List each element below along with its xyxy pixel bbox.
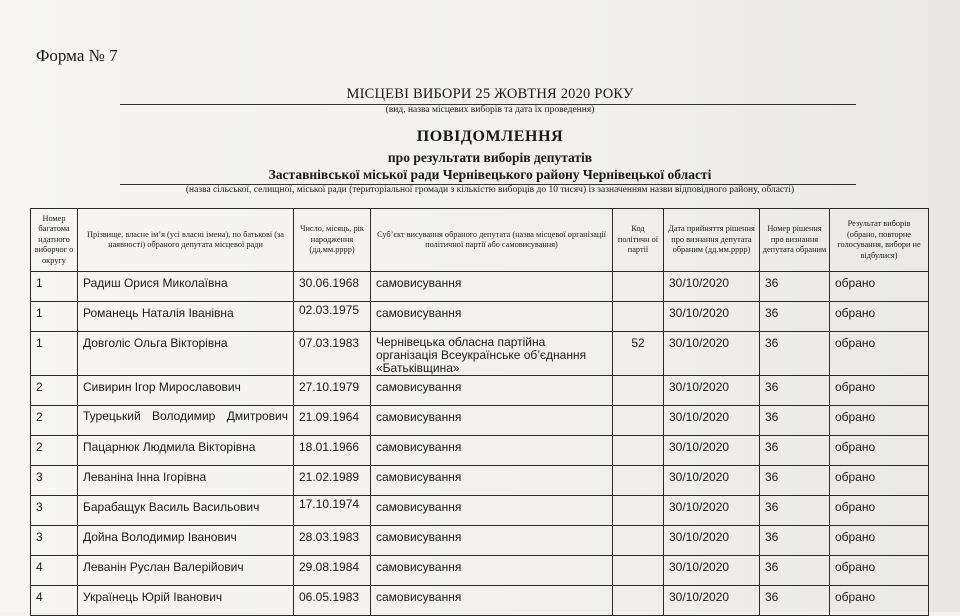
cell-decision-no: 36: [760, 332, 830, 376]
cell-subject: самовисування: [371, 496, 613, 526]
table-row: [31, 496, 929, 526]
cell-decision-date: 30/10/2020: [664, 376, 760, 406]
cell-code: [613, 556, 664, 586]
cell-district: 1: [31, 332, 78, 376]
cell-birth: 27.10.1979: [294, 376, 371, 406]
cell-birth: 17.10.1974: [294, 496, 371, 526]
cell-subject: самовисування: [371, 526, 613, 556]
header-birth: Число, місяць, рік народження (дд.мм.рррр): [294, 209, 371, 272]
cell-code: [613, 586, 664, 616]
cell-code: [613, 376, 664, 406]
cell-district: 3: [31, 496, 78, 526]
cell-decision-no: 36: [760, 302, 830, 332]
cell-result: обрано: [830, 556, 929, 586]
form-number: Форма № 7: [36, 46, 118, 65]
header-subject: Суб’єкт висування обраного депутата (назва місцевої організації політичної партії або самовисування): [371, 209, 613, 272]
cell-decision-no: 36: [760, 406, 830, 436]
cell-decision-date: 30/10/2020: [664, 272, 760, 302]
cell-name: Радиш Орися Миколаївна: [78, 272, 294, 302]
header-district: Номер багатома ндатного виборчог о округу: [31, 209, 78, 272]
cell-birth: 21.02.1989: [294, 466, 371, 496]
cell-name: Леванін Руслан Валерійович: [78, 556, 294, 586]
cell-result: обрано: [830, 496, 929, 526]
cell-subject: самовисування: [371, 376, 613, 406]
cell-code: [613, 466, 664, 496]
cell-decision-date: 30/10/2020: [664, 496, 760, 526]
cell-district: 3: [31, 466, 78, 496]
cell-birth: 28.03.1983: [294, 526, 371, 556]
table-header-row: [31, 209, 929, 272]
cell-decision-date: 30/10/2020: [664, 466, 760, 496]
cell-result: обрано: [830, 302, 929, 332]
cell-decision-no: 36: [760, 556, 830, 586]
table-row: [31, 466, 929, 496]
table-row: [31, 376, 929, 406]
cell-name: Пацарнюк Людмила Вікторівна: [78, 436, 294, 466]
header-name: Прізвище, власне ім’я (усі власні імена), по батькові (за наявності) обраного депутата місцевої ради: [78, 209, 294, 272]
cell-decision-date: 30/10/2020: [664, 526, 760, 556]
cell-birth: 18.01.1966: [294, 436, 371, 466]
cell-decision-date: 30/10/2020: [664, 556, 760, 586]
cell-decision-no: 36: [760, 586, 830, 616]
cell-result: обрано: [830, 586, 929, 616]
cell-district: 2: [31, 406, 78, 436]
cell-name: Турецький Володимир Дмитрович: [78, 406, 294, 436]
header-result: Результат виборів (обрано, повторне голосування, вибори не відбулися): [830, 209, 929, 272]
election-caption: (вид, назва місцевих виборів та дата їх проведення): [385, 105, 595, 115]
council-name: Заставнівської міської ради Чернівецького району Чернівецької області: [268, 167, 712, 182]
cell-decision-no: 36: [760, 496, 830, 526]
cell-subject: самовисування: [371, 556, 613, 586]
table-row: [31, 436, 929, 466]
cell-decision-date: 30/10/2020: [664, 586, 760, 616]
cell-name: Романець Наталія Іванівна: [78, 302, 294, 332]
cell-subject: самовисування: [371, 302, 613, 332]
cell-decision-date: 30/10/2020: [664, 406, 760, 436]
cell-decision-no: 36: [760, 466, 830, 496]
header-decision-date: Дата прийняття рішення про визнання депутата обраним (дд.мм.рррр): [664, 209, 760, 272]
table-row: [31, 302, 929, 332]
table-row: [31, 526, 929, 556]
table-row: [31, 272, 929, 302]
cell-name: Леваніна Інна Ігорівна: [78, 466, 294, 496]
cell-district: 1: [31, 302, 78, 332]
cell-result: обрано: [830, 436, 929, 466]
cell-name: Барабащук Василь Васильович: [78, 496, 294, 526]
table-row: [31, 406, 929, 436]
notice-subtitle: про результати виборів депутатів: [387, 150, 593, 165]
cell-result: обрано: [830, 332, 929, 376]
table-row: [31, 556, 929, 586]
cell-result: обрано: [830, 376, 929, 406]
cell-decision-date: 30/10/2020: [664, 436, 760, 466]
cell-birth: 02.03.1975: [294, 302, 371, 332]
cell-code: [613, 406, 664, 436]
cell-birth: 06.05.1983: [294, 586, 371, 616]
council-caption: (назва сільської, селищної, міської ради (територіальної громади з кількістю виборців до 10 тисяч) із зазначенням назви відповідного району, області): [185, 185, 795, 195]
cell-decision-no: 36: [760, 376, 830, 406]
cell-district: 2: [31, 376, 78, 406]
cell-result: обрано: [830, 272, 929, 302]
cell-subject: самовисування: [371, 466, 613, 496]
cell-birth: 07.03.1983: [294, 332, 371, 376]
cell-decision-no: 36: [760, 526, 830, 556]
header-code: Код політичн ої партії: [613, 209, 664, 272]
cell-subject: самовисування: [371, 436, 613, 466]
cell-name: Українець Юрій Іванович: [78, 586, 294, 616]
cell-subject: самовисування: [371, 272, 613, 302]
cell-birth: 29.08.1984: [294, 556, 371, 586]
cell-code: [613, 526, 664, 556]
cell-birth: 21.09.1964: [294, 406, 371, 436]
cell-name: Сивирин Ігор Мирославович: [78, 376, 294, 406]
cell-result: обрано: [830, 466, 929, 496]
cell-district: 1: [31, 272, 78, 302]
cell-name: Дойна Володимир Іванович: [78, 526, 294, 556]
cell-result: обрано: [830, 526, 929, 556]
cell-code: [613, 302, 664, 332]
table-row: [31, 586, 929, 616]
table-row: [31, 332, 929, 376]
cell-name: Довголіс Ольга Вікторівна: [78, 332, 294, 376]
cell-decision-date: 30/10/2020: [664, 332, 760, 376]
cell-code: [613, 496, 664, 526]
cell-decision-date: 30/10/2020: [664, 302, 760, 332]
cell-decision-no: 36: [760, 272, 830, 302]
cell-subject: самовисування: [371, 586, 613, 616]
cell-district: 2: [31, 436, 78, 466]
cell-birth: 30.06.1968: [294, 272, 371, 302]
cell-subject: Чернівецька обласна партійна організація Всеукраїнське об’єднання «Батьківщина»: [371, 332, 613, 376]
cell-district: 4: [31, 586, 78, 616]
election-title: МІСЦЕВІ ВИБОРИ 25 ЖОВТНЯ 2020 РОКУ: [346, 86, 634, 102]
cell-code: 52: [613, 332, 664, 376]
cell-district: 4: [31, 556, 78, 586]
cell-district: 3: [31, 526, 78, 556]
header-decision-no: Номер рішення про визнання депутата обраним: [760, 209, 830, 272]
results-table: [30, 208, 929, 616]
cell-result: обрано: [830, 406, 929, 436]
cell-code: [613, 436, 664, 466]
cell-code: [613, 272, 664, 302]
notice-title: ПОВІДОМЛЕННЯ: [416, 128, 564, 145]
cell-subject: самовисування: [371, 406, 613, 436]
cell-decision-no: 36: [760, 436, 830, 466]
